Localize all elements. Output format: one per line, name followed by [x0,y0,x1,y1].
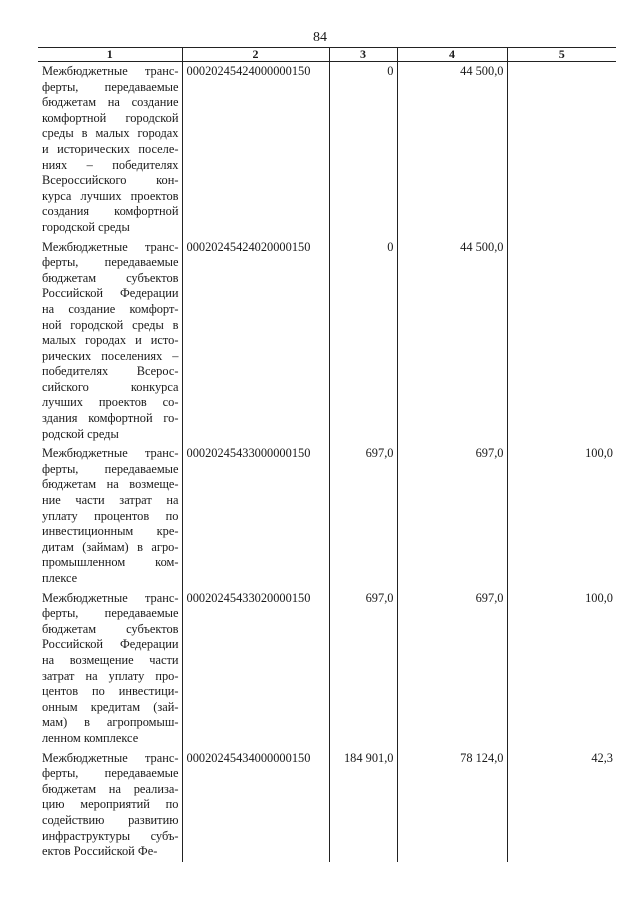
table-row [38,589,616,749]
description-line: плексе [42,571,78,585]
description-line: ферты, передаваемые [42,766,179,781]
row-col4-value: 697,0 [397,444,507,588]
description-line: Российской Федерации [42,637,179,652]
description-line: ферты, передаваемые [42,79,179,94]
header-col-3: 3 [329,48,397,62]
description-line: победителях Всерос- [42,364,179,379]
table-row [38,238,616,445]
row-col3-value: 0 [329,62,397,238]
description-line: бюджетам на создание [42,95,179,110]
header-col-2: 2 [182,48,329,62]
description-line: курса лучших проектов [42,188,179,203]
row-col5-value [507,238,616,445]
row-col3-value: 0 [329,238,397,445]
row-col4-value: 78 124,0 [397,749,507,862]
header-col-1: 1 [38,48,182,62]
row-description [38,749,182,862]
table-row [38,444,616,588]
description-line: инфраструктуры субъ- [42,828,179,843]
description-line: промышленном ком- [42,555,179,570]
budget-table [38,47,616,862]
description-line: ферты, передаваемые [42,255,179,270]
description-line: мам) в агропромыш- [42,715,179,730]
description-line: ние части затрат на [42,493,179,508]
description-line: и исторических поселе- [42,141,179,156]
description-line: родской среды [42,426,119,441]
description-line: Межбюджетные транс- [42,590,179,605]
row-description [38,444,182,588]
row-code: 00020245433000000150 [182,444,329,588]
description-line: ферты, передаваемые [42,461,179,476]
description-line: содействию развитию [42,812,179,827]
row-col4-value: 697,0 [397,589,507,749]
row-col5-value: 100,0 [507,444,616,588]
row-code: 00020245433020000150 [182,589,329,749]
description-line: на создание комфорт- [42,301,179,316]
description-line: Всероссийского кон- [42,173,179,188]
table-row [38,62,616,238]
table-header-row [38,48,616,62]
row-col4-value: 44 500,0 [397,238,507,445]
description-line: центов по инвестици- [42,684,179,699]
description-line: ниях – победителях [42,157,179,172]
row-code: 00020245434000000150 [182,749,329,862]
row-description [38,589,182,749]
description-line: малых городах и исто- [42,333,179,348]
row-description [38,238,182,445]
description-line: Межбюджетные транс- [42,750,179,765]
description-line: дитам (займам) в агро- [42,539,179,554]
page-number: 84 [313,30,327,45]
row-col5-value: 100,0 [507,589,616,749]
description-line: ектов Российской Фе- [42,844,158,859]
description-line: ной городской среды в [42,317,179,332]
description-line: бюджетам на реализа- [42,781,179,796]
description-line: на возмещение части [42,652,179,667]
description-line: Российской Федерации [42,286,179,301]
row-col4-value: 44 500,0 [397,62,507,238]
description-line: городской среды [42,219,130,234]
description-line: создания комфортной [42,204,179,219]
header-col-4: 4 [397,48,507,62]
row-col5-value [507,62,616,238]
row-col3-value: 697,0 [329,589,397,749]
table-row [38,749,616,862]
row-col3-value: 697,0 [329,444,397,588]
description-line: инвестиционным кре- [42,524,179,539]
description-line: здания комфортной го- [42,411,179,426]
description-line: уплату процентов по [42,508,179,523]
description-line: затрат на уплату про- [42,668,179,683]
description-line: бюджетам субъектов [42,270,179,285]
description-line: рических поселениях – [42,348,179,363]
description-line: ферты, передаваемые [42,606,179,621]
description-line: лучших проектов со- [42,395,179,410]
row-code: 00020245424020000150 [182,238,329,445]
description-line: цию мероприятий по [42,797,179,812]
description-line: ленном комплексе [42,730,139,745]
description-line: Межбюджетные транс- [42,64,179,78]
row-col3-value: 184 901,0 [329,749,397,862]
description-line: сийского конкурса [42,379,179,394]
row-col5-value: 42,3 [507,749,616,862]
description-line: Межбюджетные транс- [42,239,179,254]
description-line: комфортной городской [42,110,179,125]
header-col-5: 5 [507,48,616,62]
description-line: онным кредитам (зай- [42,699,179,714]
description-line: среды в малых городах [42,126,179,141]
description-line: бюджетам субъектов [42,621,179,636]
row-description [38,62,182,238]
description-line: бюджетам на возмеще- [42,477,179,492]
description-line: Межбюджетные транс- [42,446,179,461]
row-code: 00020245424000000150 [182,62,329,238]
